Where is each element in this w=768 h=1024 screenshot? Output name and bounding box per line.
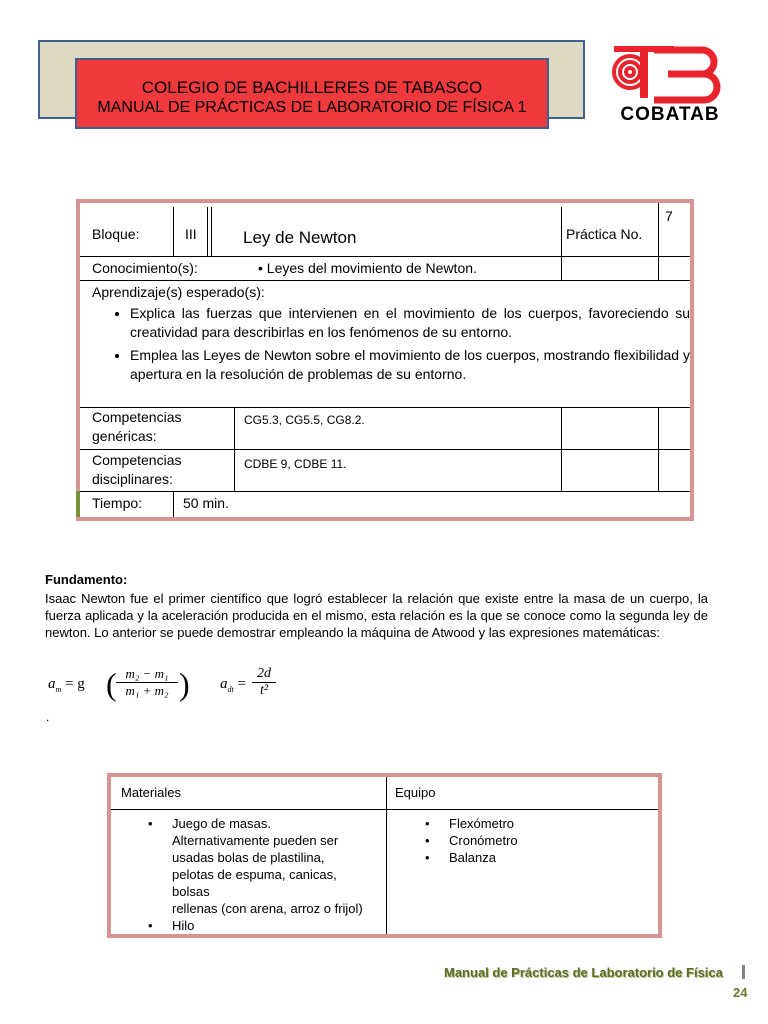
manual-title: MANUAL DE PRÁCTICAS DE LABORATORIO DE FÍSICA 1 bbox=[97, 99, 527, 116]
bullet: • bbox=[148, 816, 153, 831]
fundamento-text: Isaac Newton fue el primer científico que logró establecer la relación que existe entre la masa de un cuerpo, la fuerza aplicada y la aceleración producida en el mismo, esta relación es la que se conoce como la segunda ley de newton. Lo anterior se puede demostrar empleando la máquina de Atwood y las expresiones matemáticas: bbox=[45, 591, 708, 640]
genericas-label: Competencias genéricas: bbox=[92, 409, 182, 444]
formula2-denominator: t² bbox=[259, 683, 269, 698]
aprendizaje-item: • Emplea las Leyes de Newton sobre el movimiento de los cuerpos, mostrando flexibilidad y apertura en la resolución de problemas de su entorno. bbox=[130, 346, 690, 384]
list-item: bolsas bbox=[172, 884, 210, 899]
list-item: • Juego de masas. bbox=[148, 816, 272, 831]
equipo-list bbox=[425, 815, 649, 866]
formula-atwood bbox=[48, 676, 85, 694]
formula2-sub: dt bbox=[227, 685, 234, 694]
footer-text: Manual de Prácticas de Laboratorio de Física bbox=[444, 965, 723, 980]
aprendizaje-item: • Explica las fuerzas que intervienen en el movimiento de los cuerpos, favoreciendo su creatividad para describirlas en los fenómenos de su entorno. bbox=[130, 304, 690, 342]
disciplinares-value: CDBE 9, CDBE 11. bbox=[244, 457, 347, 471]
conocimiento-label: Conocimiento(s): bbox=[92, 260, 198, 276]
tiempo-value: 50 min. bbox=[183, 495, 229, 511]
bloque-value: III bbox=[185, 226, 197, 242]
materials-table bbox=[107, 773, 662, 938]
bullet: • bbox=[148, 918, 153, 933]
materiales-list bbox=[148, 815, 382, 934]
list-item: rellenas (con arena, arroz o frijol) bbox=[172, 901, 363, 916]
school-name: COLEGIO DE BACHILLERES DE TABASCO bbox=[141, 78, 483, 97]
bloque-label: Bloque: bbox=[92, 226, 140, 242]
aprendizaje-label: Aprendizaje(s) esperado(s): bbox=[92, 284, 265, 300]
bullet: • bbox=[425, 850, 430, 865]
bullet: • bbox=[425, 816, 430, 831]
disciplinares-label: Competencias disciplinares: bbox=[92, 452, 182, 487]
list-item: Alternativamente pueden ser bbox=[172, 833, 339, 848]
logo-text: COBATAB bbox=[620, 104, 720, 125]
conocimiento-value: • Leyes del movimiento de Newton. bbox=[258, 260, 477, 276]
equipo-header: Equipo bbox=[395, 785, 436, 800]
list-item: • Balanza bbox=[425, 850, 496, 865]
practica-label: Práctica No. bbox=[566, 226, 643, 242]
fundamento-title: Fundamento: bbox=[45, 572, 128, 587]
trailing-dot: . bbox=[46, 710, 50, 724]
list-item: • Hilo bbox=[148, 918, 195, 933]
genericas-value: CG5.3, CG5.5, CG8.2. bbox=[244, 413, 365, 427]
header-title-box bbox=[75, 58, 549, 129]
tiempo-label: Tiempo: bbox=[92, 495, 143, 511]
list-item: usadas bolas de plastilina, bbox=[172, 850, 325, 865]
practice-info-table bbox=[76, 199, 694, 521]
formula2-lhs: a bbox=[220, 676, 228, 692]
formula1-denominator: m₁ + m₂ bbox=[125, 683, 169, 698]
formulas: $a_m = g$ ( $\frac{\text{m₂ − m₁}}{\text{m₁ + m₂}}$ ) $a_{dt}$ = $\frac{2d}{\text{t²}}$ bbox=[48, 662, 308, 712]
formula2-numerator: 2d bbox=[252, 666, 276, 683]
footer-divider bbox=[742, 965, 745, 979]
formula1-g: = g bbox=[65, 676, 85, 692]
bullet: • bbox=[425, 833, 430, 848]
aprendizajes-section bbox=[92, 283, 690, 388]
list-item: • Cronómetro bbox=[425, 833, 518, 848]
practice-title: Ley de Newton bbox=[243, 228, 357, 247]
page-number: 24 bbox=[733, 985, 748, 1000]
materiales-header: Materiales bbox=[121, 785, 181, 800]
formula1-lhs: a bbox=[48, 676, 56, 692]
practica-number: 7 bbox=[665, 208, 673, 224]
formula1-numerator: m₂ − m₁ bbox=[116, 666, 178, 683]
list-item: • Flexómetro bbox=[425, 816, 515, 831]
list-item: pelotas de espuma, canicas, bbox=[172, 867, 337, 882]
formula1-sub: m bbox=[55, 685, 62, 694]
formula-kinematic: $a_{dt}$ = bbox=[220, 676, 246, 694]
